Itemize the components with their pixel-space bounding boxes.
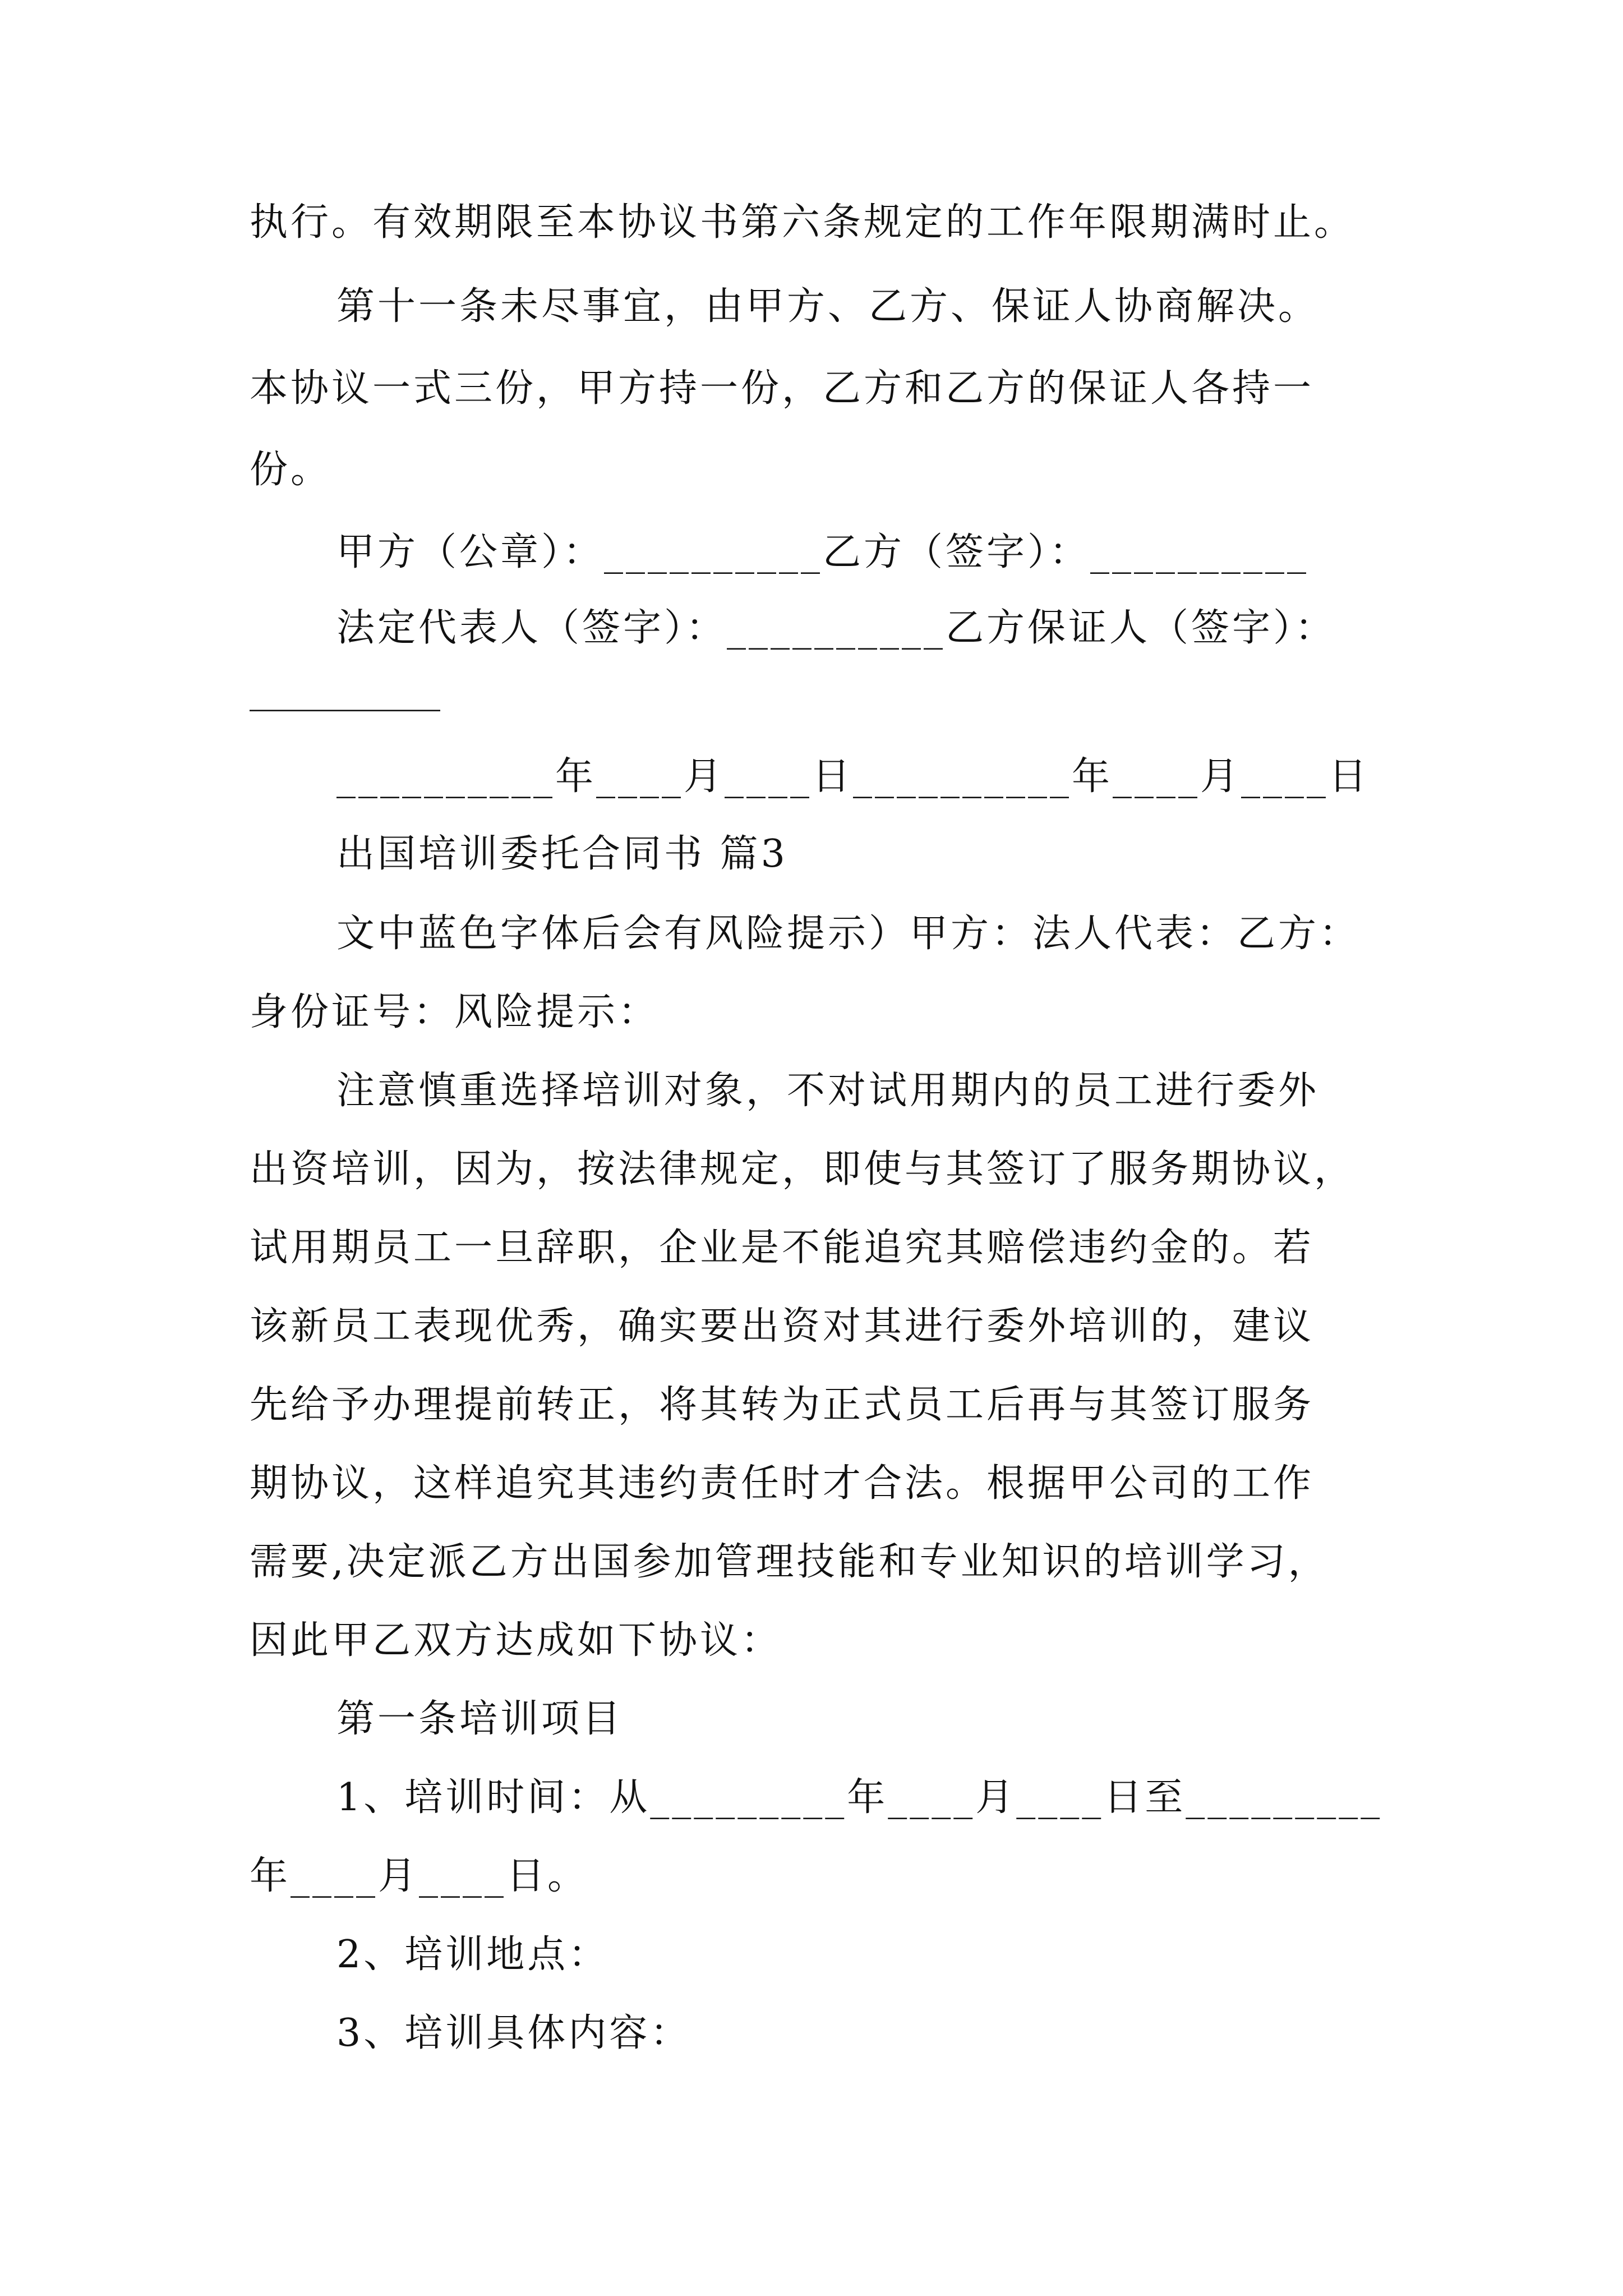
text-line: 注意慎重选择培训对象，不对试用期内的员工进行委外 <box>336 1069 1320 1113</box>
signature-line: 甲方（公章）：__________乙方（签字）：__________ <box>336 530 1310 574</box>
text-line: 1、培训时间：从_________年____月____日至_________ <box>336 1775 1383 1820</box>
text-line: 份。 <box>250 448 332 492</box>
text-line: 因此甲乙双方达成如下协议： <box>250 1618 782 1663</box>
text-line: 试用期员工一旦辞职，企业是不能追究其赔偿违约金的。若 <box>250 1226 1315 1270</box>
text-line: 执行。有效期限至本协议书第六条规定的工作年限期满时止。 <box>250 200 1355 245</box>
text-line: 期协议，这样追究其违约责任时才合法。根据甲公司的工作 <box>250 1461 1315 1506</box>
text-line: 文中蓝色字体后会有风险提示）甲方：法人代表：乙方： <box>336 912 1361 956</box>
text-line: 2、培训地点： <box>336 1932 610 1977</box>
text-line: 先给予办理提前转正，将其转为正式员工后再与其签订服务 <box>250 1383 1315 1427</box>
clause-heading: 第一条培训项目 <box>336 1697 624 1741</box>
section-title: 出国培训委托合同书 篇3 <box>336 832 788 876</box>
text-line: 出资培训，因为，按法律规定，即使与其签订了服务期协议， <box>250 1147 1355 1191</box>
signature-line: 法定代表人（签字）：__________乙方保证人（签字）： <box>336 606 1336 650</box>
text-line: 该新员工表现优秀，确实要出资对其进行委外培训的，建议 <box>250 1304 1315 1349</box>
text-line: 第十一条未尽事宜，由甲方、乙方、保证人协商解决。 <box>336 284 1320 329</box>
signature-blank: __________ <box>250 668 440 712</box>
date-line: __________年____月____日__________年____月____日 <box>336 754 1370 799</box>
text-line: 需要,决定派乙方出国参加管理技能和专业知识的培训学习， <box>250 1540 1329 1584</box>
text-line: 身份证号：风险提示： <box>250 990 660 1034</box>
text-line: 本协议一式三份，甲方持一份，乙方和乙方的保证人各持一 <box>250 366 1315 411</box>
text-line: 年____月____日。 <box>250 1854 589 1898</box>
text-line: 3、培训具体内容： <box>336 2011 691 2055</box>
